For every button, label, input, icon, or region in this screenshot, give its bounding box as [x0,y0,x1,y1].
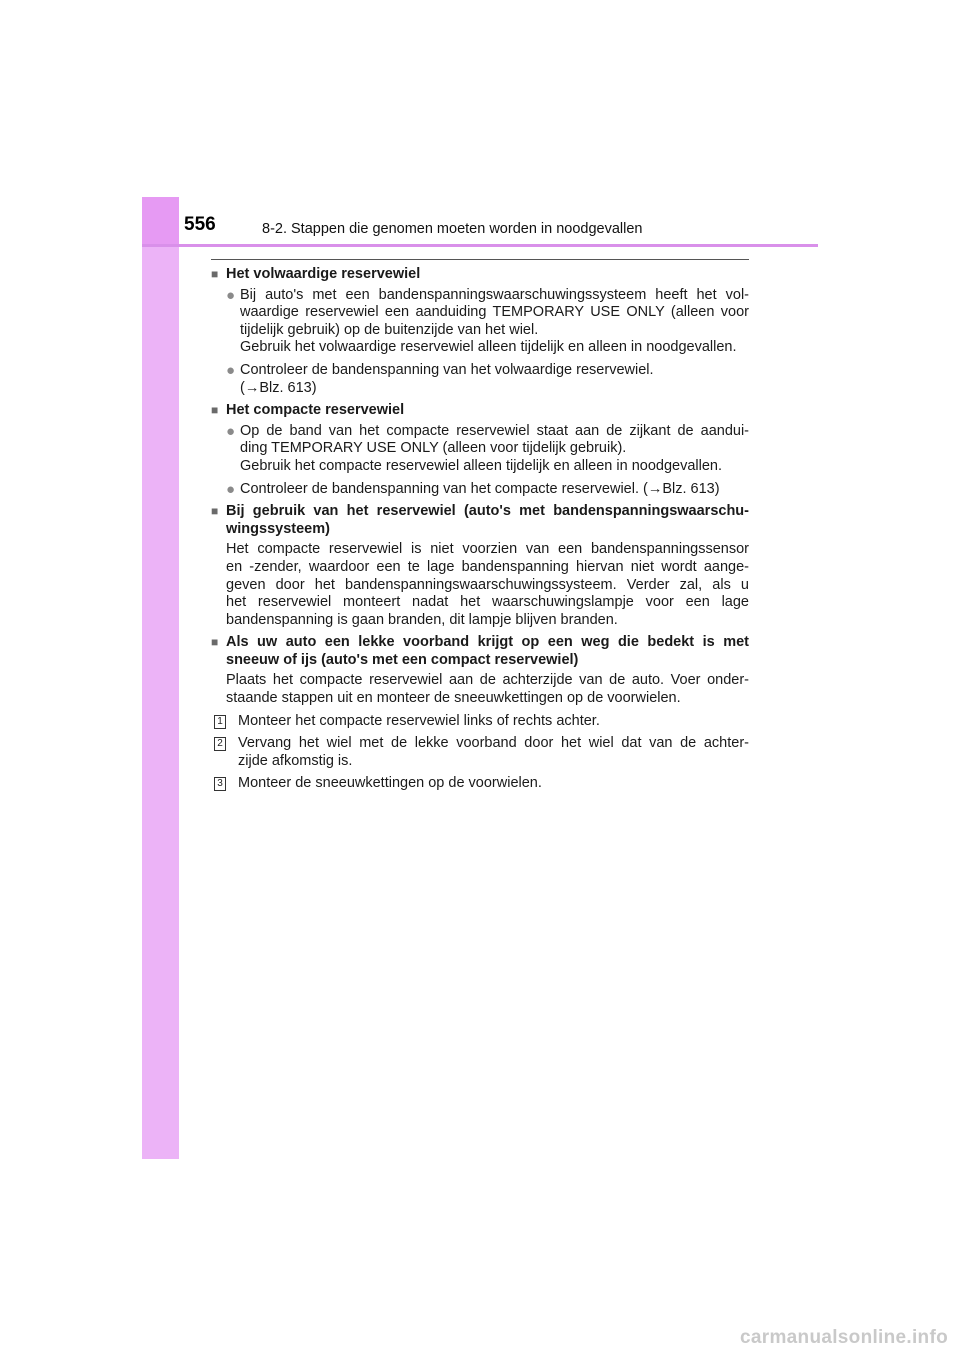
step-item [214,775,749,793]
square-bullet-icon: ■ [211,267,219,281]
text-line: bandenspanning is gaan branden, dit lampje blijven branden. [226,611,618,628]
heading-line: Bij gebruik van het reservewiel (auto's met bandenspanningswaarschu- [226,503,749,520]
section-tpms [211,503,749,629]
header-rule [142,244,818,247]
text-line: tijdelijk gebruik) op de buitenzijde van het wiel. [240,321,539,338]
heading-line: Het volwaardige reservewiel [226,266,421,282]
round-bullet-icon: ● [226,361,236,379]
bullet-item [226,423,749,476]
section-volwaardig [211,266,749,397]
text-line: Monteer het compacte reservewiel links of rechts achter. [238,712,600,729]
step-number: 1 [214,715,226,729]
text-line: het reservewiel monteert nadat het waarschuwingslampje voor een lage [226,594,749,611]
step-number: 2 [214,737,226,751]
page-content [211,266,749,798]
text-line: Het compacte reservewiel is niet voorzien van een bandenspanningssensor [226,541,749,558]
section-snow [211,634,749,793]
bullet-item [226,481,749,499]
text-line: Plaats het compacte reservewiel aan de achterzijde van de auto. Voer onder- [226,672,749,689]
text-line: ding TEMPORARY USE ONLY (alleen voor tijdelijk gebruik). [240,440,627,457]
chapter-side-tab [142,197,179,1159]
step-number: 3 [214,777,226,791]
bullet-item [226,287,749,357]
section-compact [211,402,749,498]
text-line: staande stappen uit en monteer de sneeuwkettingen op de voorwielen. [226,690,681,707]
content-divider [211,259,749,260]
text-line: Gebruik het compacte reservewiel alleen tijdelijk en alleen in noodgevallen. [240,457,723,474]
section-heading [211,402,749,420]
header-band [142,197,179,245]
round-bullet-icon: ● [226,422,236,440]
section-heading [211,266,749,284]
text-line: Op de band van het compacte reservewiel staat aan de zijkant de aandui- [240,422,749,439]
heading-line: wingssysteem) [226,520,330,537]
watermark: carmanualsonline.info [740,1327,948,1348]
text-line: zijde afkomstig is. [238,752,353,769]
section-heading [211,503,749,538]
heading-line: Als uw auto een lekke voorband krijgt op een weg die bedekt is met [226,634,749,651]
text-line: waardige reservewiel een aanduiding TEMPORARY USE ONLY (alleen voor [240,304,749,321]
square-bullet-icon: ■ [211,504,219,519]
section-title: 8-2. Stappen die genomen moeten worden in noodgevallen [262,221,643,237]
text-line: geven door het bandenspanningswaarschuwingssysteem. Verder zal, als u [226,576,749,593]
heading-line: Het compacte reservewiel [226,402,405,419]
square-bullet-icon: ■ [211,403,219,418]
text-line: Vervang het wiel met de lekke voorband door het wiel dat van de achter- [238,735,749,752]
text-line: Controleer de bandenspanning van het compacte reservewiel. (→Blz. 613) [240,480,720,497]
text-line: Monteer de sneeuwkettingen op de voorwielen. [238,775,542,792]
text-line: Bij auto's met een bandenspanningswaarschuwingssysteem heeft het vol- [240,286,749,303]
paragraph [226,672,749,707]
section-heading [211,634,749,669]
paragraph [226,541,749,629]
text-line: en -zender, waardoor een te lage bandenspanning hiervan niet wordt aange- [226,558,749,575]
bullet-item [226,362,749,397]
text-line: Gebruik het volwaardige reservewiel alleen tijdelijk en alleen in noodgevallen. [240,339,737,356]
heading-line: sneeuw of ijs (auto's met een compact reservewiel) [226,651,579,668]
page-number: 556 [184,214,216,235]
square-bullet-icon: ■ [211,635,219,650]
text-line: Controleer de bandenspanning van het volwaardige reservewiel. [240,361,654,378]
round-bullet-icon: ● [226,286,236,304]
step-item [214,735,749,770]
step-item [214,713,749,731]
round-bullet-icon: ● [226,480,236,498]
page-reference-link[interactable]: (→Blz. 613) [240,379,317,396]
